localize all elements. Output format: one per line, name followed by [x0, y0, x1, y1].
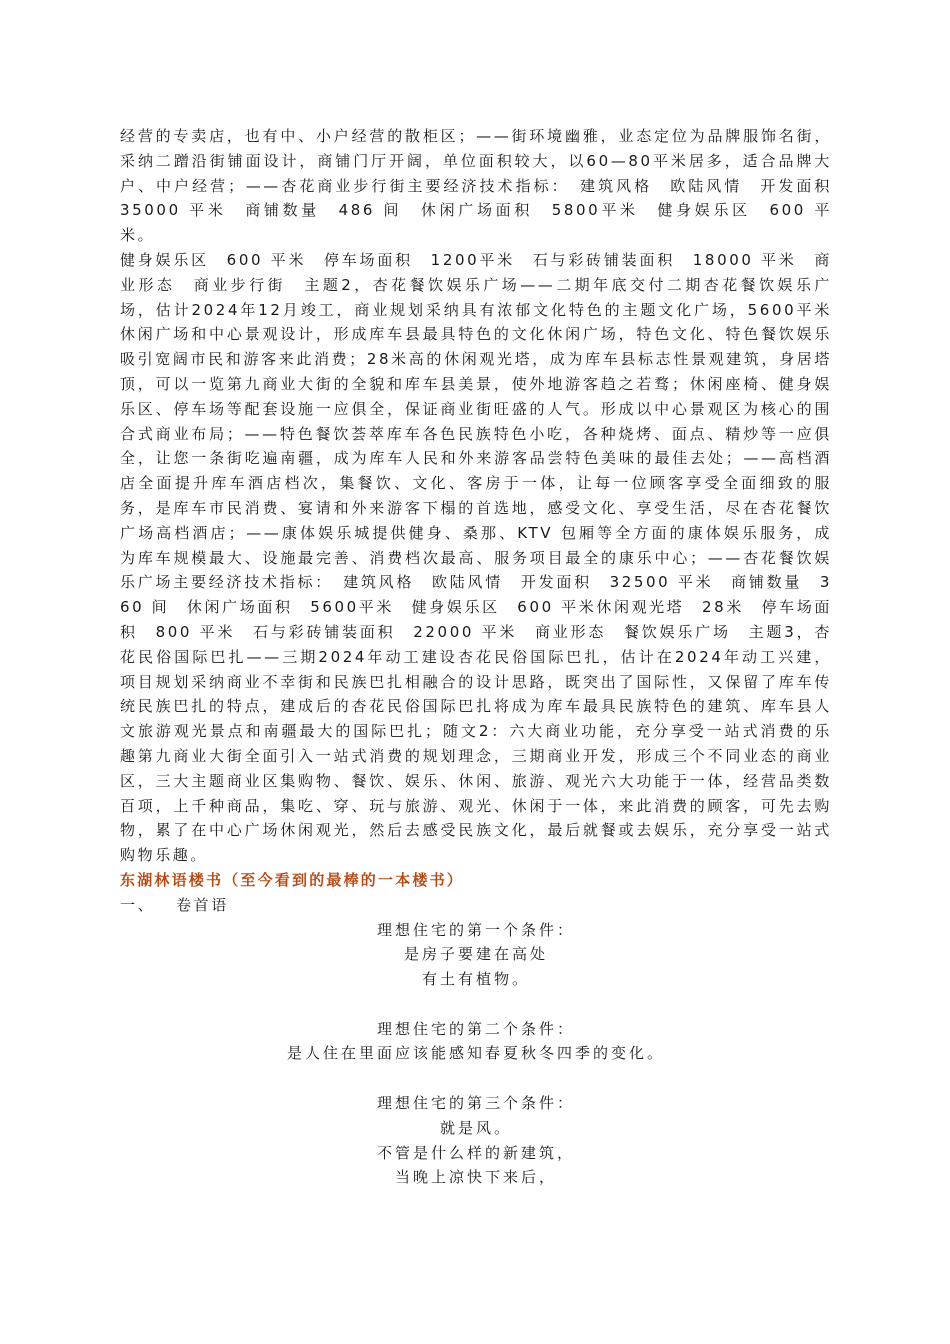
- poem-line: 有土有植物。: [421, 970, 530, 989]
- section-label: 卷首语: [176, 895, 229, 914]
- poem-line: 理想住宅的第一个条件：: [376, 920, 575, 939]
- poem-line: 是人住在里面应该能感知春夏秋冬四季的变化。: [286, 1044, 665, 1063]
- body-paragraph-2: 健身娱乐区 600 平米 停车场面积 1200平米 石与彩砖铺装面积 18000 平米 商业形态 商业步行街 主题2，杏花餐饮娱乐广场——二期年底交付二期杏花餐饮娱乐广场，估计2024年12月竣工，商业规划采纳具有浓郁文化特色的主题文化广场，5600平米休闲广场和中心景观设计，形成库车县最具特色的文化休闲广场，特色文化、特色餐饮娱乐吸引宽阔市民和游客来此消费；28米高的休闲观光塔，成为库车县标志性景观建筑，身居塔顶，可以一览第九商业大街的全貌和库车县美景，使外地游客趋之若骛；休闲座椅、健身娱乐区、停车场等配套设施一应俱全，保证商业街旺盛的人气。形成以中心景观区为核心的围合式商业布局；——特色餐饮荟萃库车各色民族特色小吃，各种烧烤、面点、精炒等一应俱全，让您一条街吃遍南疆，成为库车人民和外来游客品尝特色美味的最佳去处；——高档酒店全面提升库车酒店档次，集餐饮、文化、客房于一体，让每一位顾客享受全面细致的服务，是库车市民消费、宴请和外来游客下榻的首选地，感受文化、享受生活，尽在杏花餐饮广场高档酒店；——康体娱乐城提供健身、桑那、KTV 包厢等全方面的康体娱乐服务，成为库车规模最大、设施最完善、消费档次最高、服务项目最全的康乐中心；——杏花餐饮娱乐广场主要经济技术指标： 建筑风格 欧陆风情 开发面积 32500 平米 商铺数量 360 间 休闲广场面积 5600平米 健身娱乐区 600 平米休闲观光塔 28米 停车场面积 800 平米 石与彩砖铺装面积 22000 平米 商业形态 餐饮娱乐广场 主题3，杏花民俗国际巴扎——三期2024年动工建设杏花民俗国际巴扎，估计在2024年动工兴建，项目规划采纳商业不幸街和民族巴扎相融合的设计思路，既突出了国际性，又保留了库车传统民族巴扎的特点，建成后的杏花民俗国际巴扎将成为库车最具民族特色的建筑、库车县人文旅游观光景点和南疆最大的国际巴扎；随文2：六大商业功能，充分享受一站式消费的乐趣第九商业大街全面引入一站式消费的规划理念，三期商业开发，形成三个不同业态的商业区，三大主题商业区集购物、餐饮、娱乐、休闲、旅游、观光六大功能于一体，经营品类数百项，上千种商品，集吃、穿、玩与旅游、观光、休闲于一体，来此消费的顾客，可先去购物，累了在中心广场休闲观光，然后去感受民族文化，最后就餐或去娱乐，充分享受一站式购物乐趣。: [120, 250, 832, 865]
- poem-line: 就是风。: [439, 1118, 512, 1137]
- section-title: [120, 893, 832, 918]
- poem-stanza-2: [120, 1017, 832, 1067]
- poem-line: 理想住宅的第三个条件：: [376, 1094, 575, 1113]
- section-number: 一、: [120, 895, 156, 914]
- poem-line: 理想住宅的第二个条件：: [376, 1019, 575, 1038]
- body-paragraph-1: 经营的专卖店，也有中、小户经营的散柜区；——街环境幽雅，业态定位为品牌服饰名街，采纳二蹭沿街铺面设计，商铺门厅开阔，单位面积较大，以60—80平米居多，适合品牌大户、中户经营；——杏花商业步行街主要经济技术指标： 建筑风格 欧陆风情 开发面积 35000 平米 商铺数量 486 间 休闲广场面积 5800平米 健身娱乐区 600 平米。: [120, 127, 850, 245]
- document-page: [120, 124, 850, 1215]
- poem-line: 是房子要建在高处: [403, 945, 548, 964]
- poem-line: 当晚上凉快下来后，: [394, 1168, 557, 1187]
- poem-stanza-3: [120, 1091, 832, 1190]
- brochure-heading: 东湖林语楼书（至今看到的最棒的一本楼书）: [120, 870, 465, 889]
- poem-line: 不管是什么样的新建筑，: [376, 1143, 575, 1162]
- preface-poem: [120, 918, 832, 1191]
- poem-stanza-1: [120, 918, 832, 992]
